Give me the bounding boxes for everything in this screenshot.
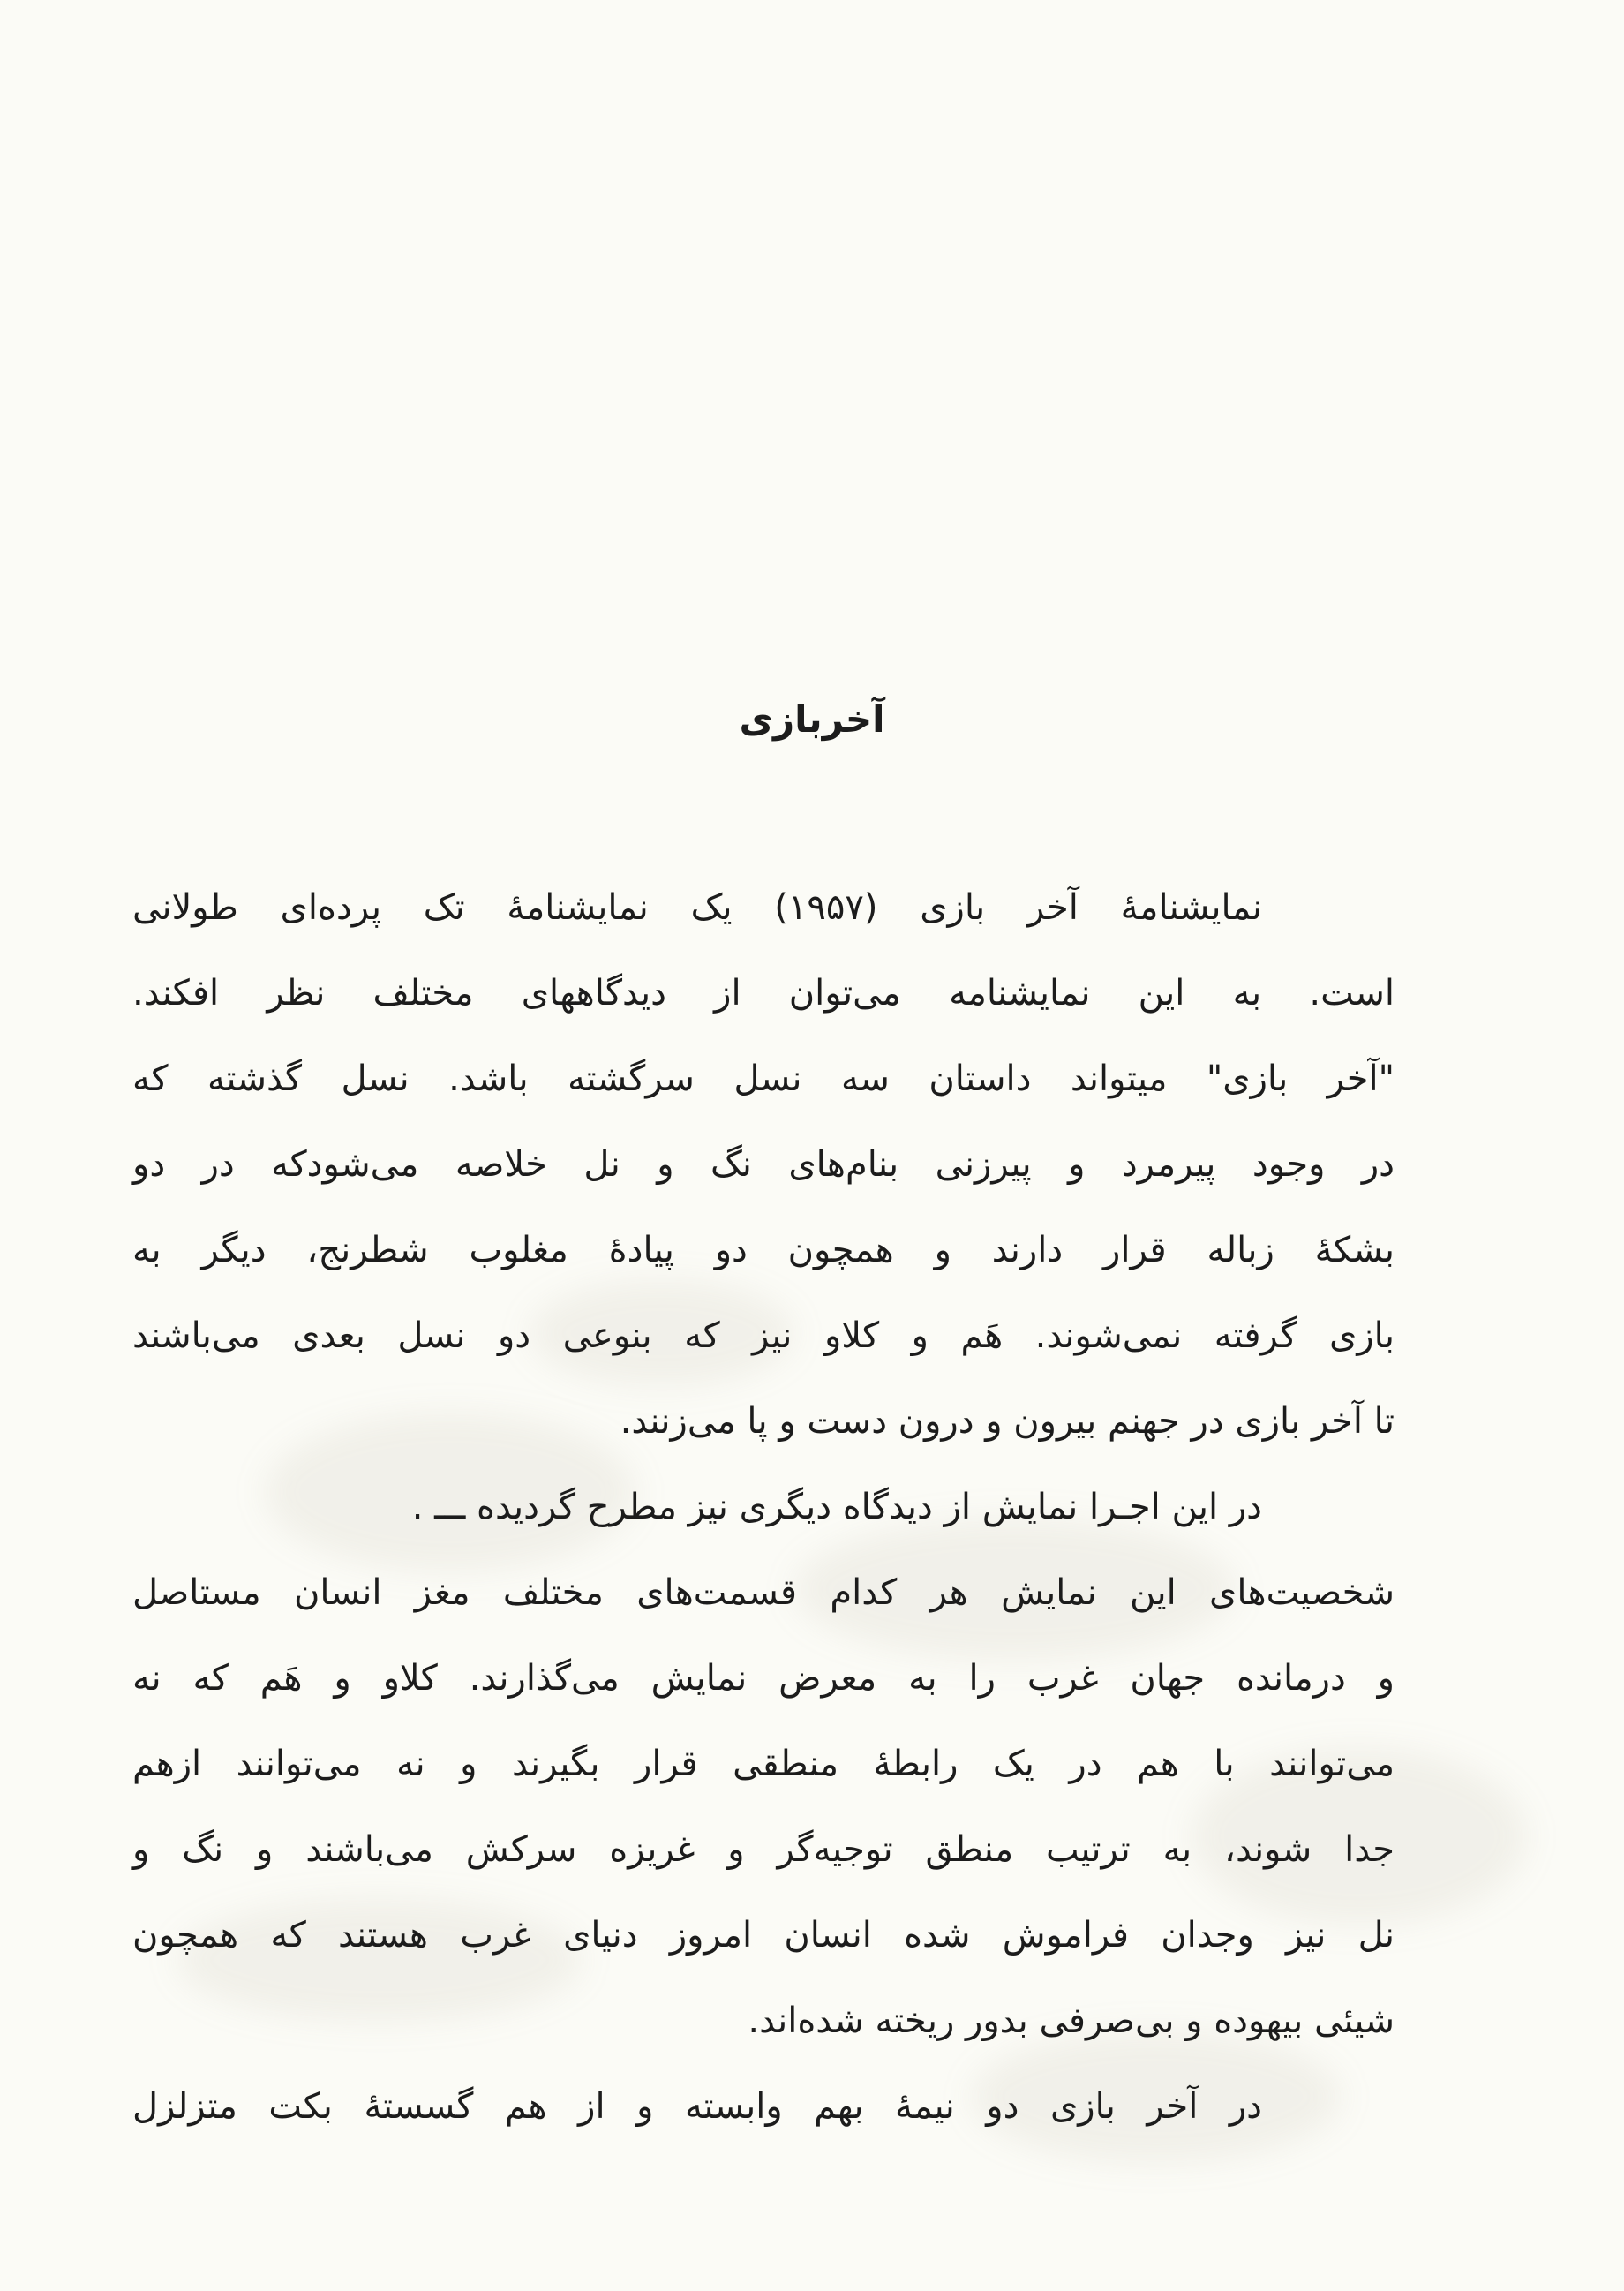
text-line: بشکهٔ زباله قرار دارند و همچون دو پیادهٔ مغلوب شطرنج، دیگر به	[132, 1230, 1395, 1270]
text-line: نل نیز وجدان فراموش شده انسان امروز دنیای غرب هستند که همچون	[132, 1915, 1395, 1956]
text-line: بازی گرفته نمی‌شوند. هَم و کلاو نیز که بنوعی دو نسل بعدی می‌باشند	[132, 1315, 1395, 1356]
text-line: و درمانده جهان غرب را به معرض نمایش می‌گذارند. کلاو و هَم که نه	[132, 1658, 1395, 1699]
text-line: در این اجـرا نمایش از دیدگاه دیگری نیز مطرح گردیده ـــ .	[411, 1487, 1262, 1527]
text-line: تا آخر بازی در جهنم بیرون و درون دست و پا می‌زنند.	[620, 1401, 1395, 1442]
text-line: در وجود پیرمرد و پیرزنی بنام‌های نگ و نل خلاصه می‌شودکه در دو	[132, 1144, 1395, 1185]
text-line: است. به این نمایشنامه می‌توان از دیدگاههای مختلف نظر افکند.	[132, 973, 1395, 1014]
text-line: جدا شوند، به ترتیب منطق توجیه‌گر و غریزه سرکش می‌باشند و نگ و	[132, 1829, 1395, 1870]
text-line: شیئی بیهوده و بی‌صرفی بدور ریخته شده‌اند.	[748, 2001, 1395, 2041]
text-line: در آخر بازی دو نیمهٔ بهم وابسته و از هم گسستهٔ بکت متزلزل	[132, 2086, 1262, 2127]
text-line: "آخر بازی" میتواند داستان سه نسل سرگشته باشد. نسل گذشته که	[132, 1059, 1395, 1099]
text-line: می‌توانند با هم در یک رابطهٔ منطقی قرار بگیرند و نه می‌توانند ازهم	[132, 1744, 1395, 1784]
page-title: آخربازی	[739, 697, 885, 741]
text-line: نمایشنامهٔ آخر بازی (۱۹۵۷) یک نمایشنامهٔ تک پرده‌ای طولانی	[132, 887, 1262, 928]
text-line: شخصیت‌های این نمایش هر کدام قسمت‌های مختلف مغز انسان مستاصل	[132, 1572, 1395, 1613]
body-text	[132, 865, 1395, 2150]
